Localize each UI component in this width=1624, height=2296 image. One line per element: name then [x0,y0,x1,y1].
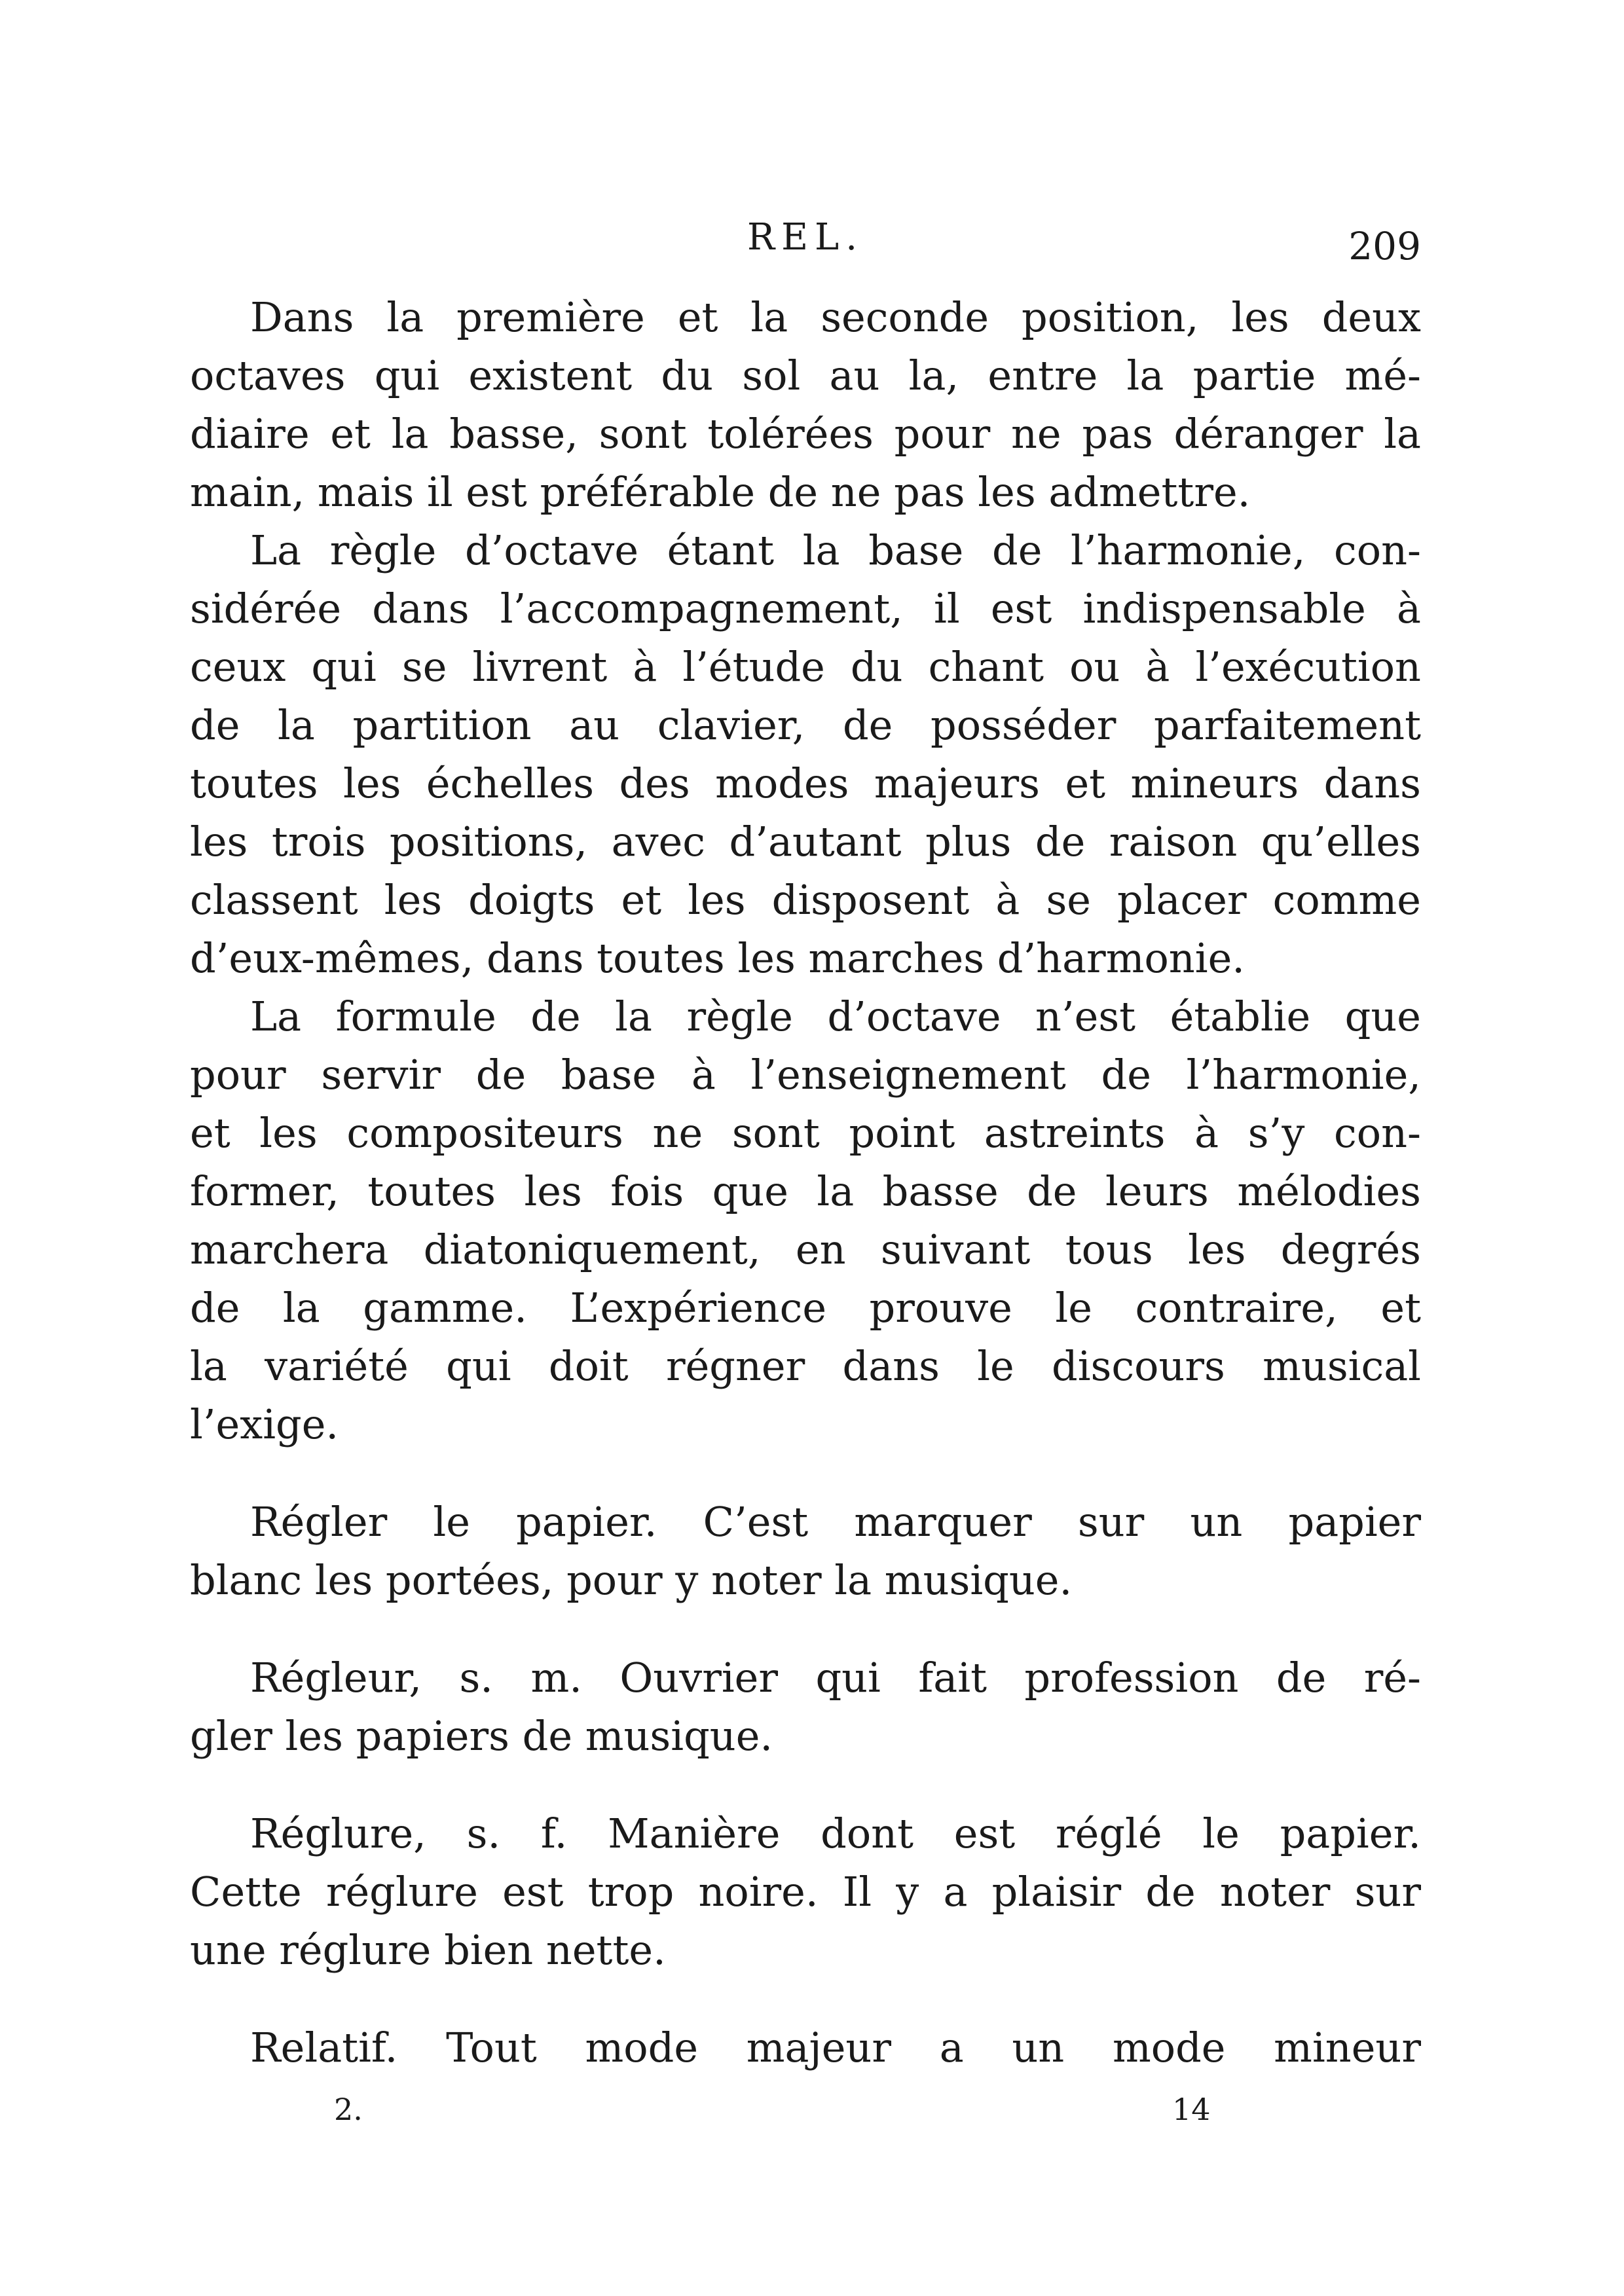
text-line: une réglure bien nette. [190,1926,666,1974]
text-line: les trois positions, avec d’autant plus de raison qu’elles [190,818,1421,866]
text-line: de la gamme. L’expérience prouve le contraire, et [190,1284,1421,1332]
running-head-title: REL. [747,216,864,259]
text-line: diaire et la basse, sont tolérées pour ne pas déranger la [190,410,1421,458]
text-line: toutes les échelles des modes majeurs et mineurs dans [190,759,1421,807]
text-line: octaves qui existent du sol au la, entre la partie mé- [190,352,1421,399]
paragraph-regle-octave [190,521,1421,987]
text-line: gler les papiers de musique. [190,1712,773,1760]
text-line: Cette réglure est trop noire. Il y a plaisir de noter sur [190,1868,1421,1916]
text-line: la variété qui doit régner dans le discours musical [190,1342,1421,1390]
text-line: ceux qui se livrent à l’étude du chant ou à l’exécution [190,643,1421,691]
text-line: et les compositeurs ne sont point astreints à s’y con- [190,1109,1421,1157]
text-line: Réglure, s. f. Manière dont est réglé le papier. [250,1810,1421,1857]
text-line: La formule de la règle d’octave n’est établie que [250,993,1421,1040]
text-line: Dans la première et la seconde position, les deux [250,293,1421,341]
text-line: marchera diatoniquement, en suivant tous les degrés [190,1226,1421,1273]
body-text [190,288,1421,2077]
text-line: blanc les portées, pour y noter la musique. [190,1556,1073,1604]
text-line: main, mais il est préférable de ne pas les admettre. [190,468,1251,516]
signature-volume: 2. [334,2092,363,2127]
text-line: sidérée dans l’accompagnement, il est indispensable à [190,585,1421,632]
entry-relatif [190,2018,1421,2077]
paragraph-octaves [190,288,1421,521]
text-line: Relatif. Tout mode majeur a un mode mineur [250,2024,1421,2071]
text-line: La règle d’octave étant la base de l’harmonie, con- [250,526,1421,574]
text-line: d’eux-mêmes, dans toutes les marches d’harmonie. [190,934,1245,982]
text-line: former, toutes les fois que la basse de leurs mélodies [190,1167,1421,1215]
text-line: Régleur, s. m. Ouvrier qui fait profession de ré- [250,1654,1421,1702]
paragraph-formule [190,987,1421,1453]
signature-mark [190,2092,1421,2131]
entry-regleur [190,1649,1421,1765]
text-line: l’exige. [190,1400,339,1448]
entry-reglure [190,1804,1421,1979]
text-line: Régler le papier. C’est marquer sur un papier [250,1498,1421,1546]
text-line: classent les doigts et les disposent à se placer comme [190,876,1421,924]
page-number: 209 [1348,224,1421,268]
running-head [190,216,1421,275]
text-line: pour servir de base à l’enseignement de l’harmonie, [190,1051,1421,1099]
entry-regler-le-papier [190,1493,1421,1609]
text-line: de la partition au clavier, de posséder parfaitement [190,701,1421,749]
signature-gathering: 14 [1172,2092,1211,2127]
